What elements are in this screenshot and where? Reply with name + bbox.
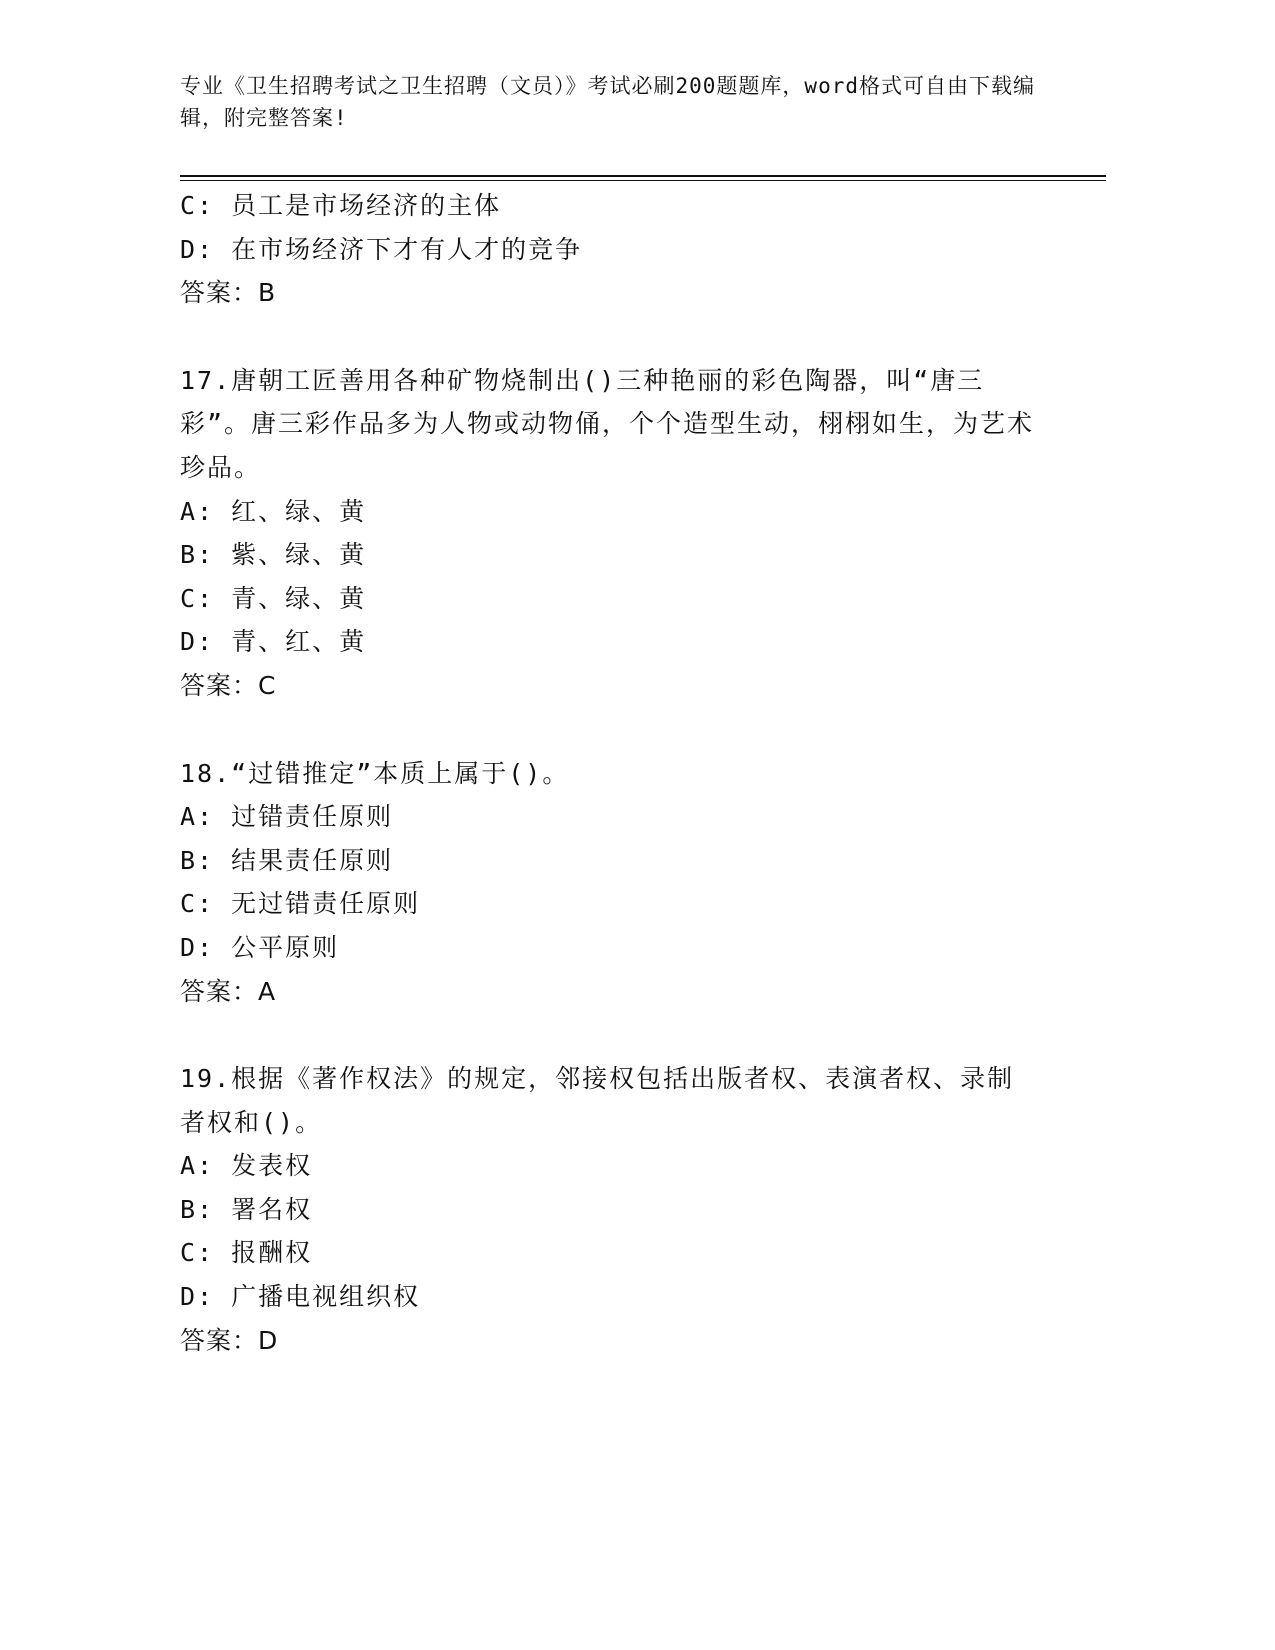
question-text: 19.根据《著作权法》的规定，邻接权包括出版者权、表演者权、录制者权和()。 xyxy=(180,1064,1015,1137)
header-divider-thick xyxy=(180,175,1106,177)
option-d: D: 在市场经济下才有人才的竞争 xyxy=(180,234,583,264)
option-c: C: 青、绿、黄 xyxy=(180,583,367,613)
answer-line: 答案：B xyxy=(180,278,277,308)
page-header: 专业《卫生招聘考试之卫生招聘（文员）》考试必刷200题题库，word格式可自由下载编辑，附完整答案! xyxy=(180,74,1035,130)
option-c: C: 无过错责任原则 xyxy=(180,889,421,919)
option-a: A: 红、绿、黄 xyxy=(180,496,367,526)
option-c: C: 员工是市场经济的主体 xyxy=(180,191,502,220)
question-content xyxy=(180,184,1040,1363)
answer-line: 答案：D xyxy=(180,1325,279,1355)
spacer xyxy=(180,315,1040,359)
header-divider-thin xyxy=(180,180,1106,181)
option-b: B: 紫、绿、黄 xyxy=(180,540,367,570)
spacer xyxy=(180,708,1040,752)
option-d: D: 公平原则 xyxy=(180,932,340,962)
answer-line: 答案：C xyxy=(180,670,277,700)
spacer xyxy=(180,1014,1040,1058)
option-b: B: 结果责任原则 xyxy=(180,845,394,875)
option-d: D: 广播电视组织权 xyxy=(180,1282,421,1312)
option-a: A: 发表权 xyxy=(180,1151,313,1181)
question-text: 17.唐朝工匠善用各种矿物烧制出()三种艳丽的彩色陶器，叫“唐三彩”。唐三彩作品多为人物或动物俑，个个造型生动，栩栩如生，为艺术珍品。 xyxy=(180,365,1035,482)
question-text: 18.“过错推定”本质上属于()。 xyxy=(180,758,570,788)
answer-line: 答案：A xyxy=(180,976,277,1006)
question-17 xyxy=(180,359,1040,708)
previous-question xyxy=(180,184,1040,315)
option-a: A: 过错责任原则 xyxy=(180,802,394,832)
option-b: B: 署名权 xyxy=(180,1194,313,1224)
option-d: D: 青、红、黄 xyxy=(180,627,367,657)
question-19 xyxy=(180,1057,1040,1363)
question-18 xyxy=(180,752,1040,1014)
option-c: C: 报酬权 xyxy=(180,1238,313,1268)
